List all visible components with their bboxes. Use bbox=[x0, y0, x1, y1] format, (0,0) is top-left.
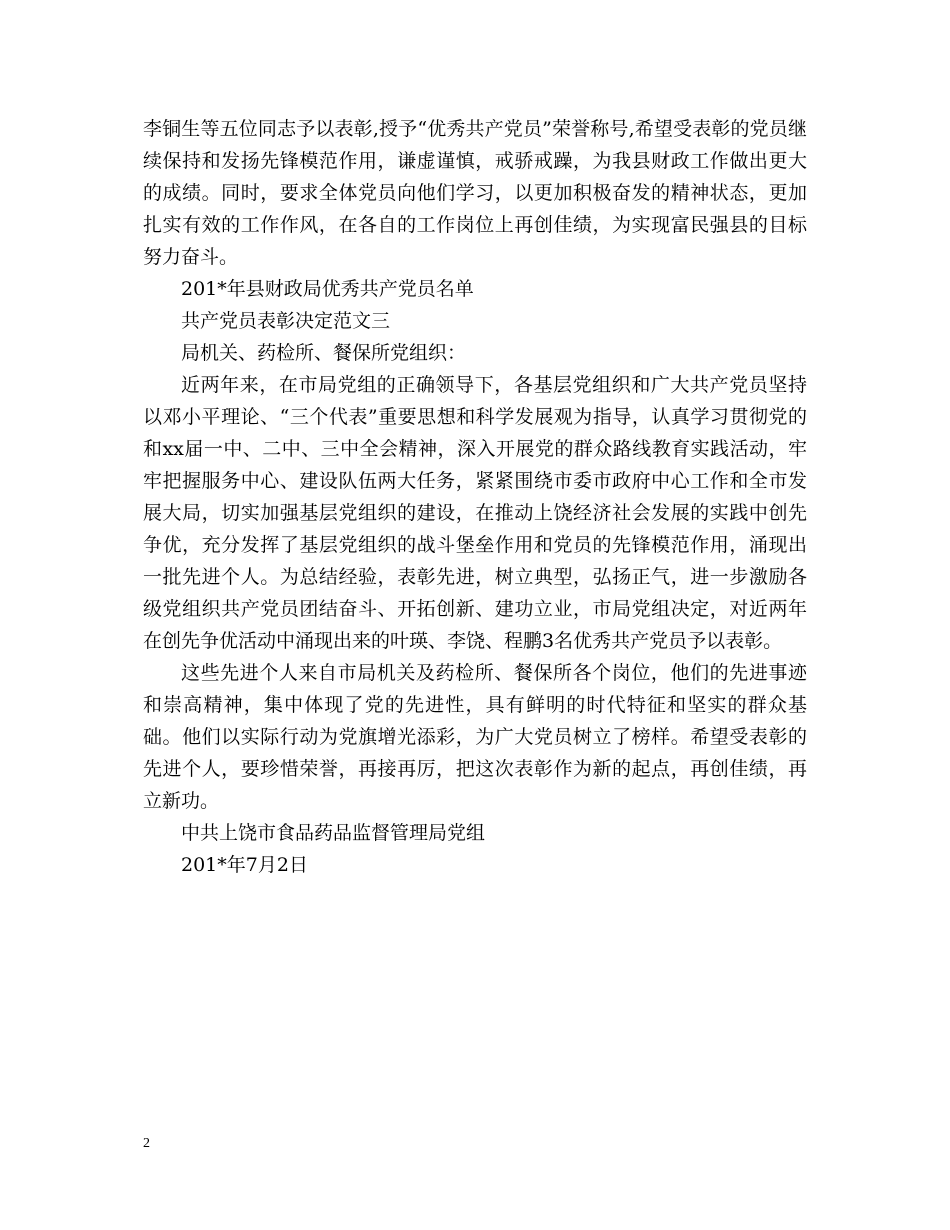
paragraph-signature-org: 中共上饶市食品药品监督管理局党组 bbox=[181, 822, 486, 844]
document-body bbox=[143, 113, 807, 881]
paragraph-signature-date: 201*年7月2日 bbox=[181, 854, 308, 876]
page-number: 2 bbox=[143, 1136, 150, 1151]
paragraph-main-body: 近两年来，在市局党组的正确领导下，各基层党组织和广大共产党员坚持以邓小平理论、“三个代表”重要思想和科学发展观为指导，认真学习贯彻党的和xx届一中、二中、三中全会精神，深入开展党的群众路线教育实践活动，牢牢把握服务中心、建设队伍两大任务，紧紧围绕市委市政府中心工作和全市发展大局，切实加强基层党组织的建设，在推动上饶经济社会发展的实践中创先争优，充分发挥了基层党组织的战斗堡垒作用和党员的先锋模范作用，涌现出一批先进个人。为总结经验，表彰先进，树立典型，弘扬正气，进一步激励各级党组织共产党员团结奋斗、开拓创新、建功立业，市局党组决定，对近两年在创先争优活动中涌现出来的叶瑛、李饶、程鹏3名优秀共产党员予以表彰。 bbox=[143, 374, 807, 652]
paragraph-salutation: 局机关、药检所、餐保所党组织： bbox=[181, 342, 467, 364]
paragraph-closing-body: 这些先进个人来自市局机关及药检所、餐保所各个岗位，他们的先进事迹和崇高精神，集中体现了党的先进性，具有鲜明的时代特征和坚实的群众基础。他们以实际行动为党旗增光添彩，为广大党员树立了榜样。希望受表彰的先进个人，要珍惜荣誉，再接再厉，把这次表彰作为新的起点，再创佳绩，再立新功。 bbox=[143, 662, 807, 812]
paragraph-list-title: 201*年县财政局优秀共产党员名单 bbox=[181, 278, 474, 300]
paragraph-section-heading: 共产党员表彰决定范文三 bbox=[181, 310, 391, 332]
paragraph-commendation-continued: 李铜生等五位同志予以表彰,授予“优秀共产党员”荣誉称号,希望受表彰的党员继续保持和发扬先锋模范作用，谦虚谨慎，戒骄戒躁，为我县财政工作做出更大的成绩。同时，要求全体党员向他们学习，以更加积极奋发的精神状态，更加扎实有效的工作作风，在各自的工作岗位上再创佳绩，为实现富民强县的目标努力奋斗。 bbox=[143, 118, 807, 268]
